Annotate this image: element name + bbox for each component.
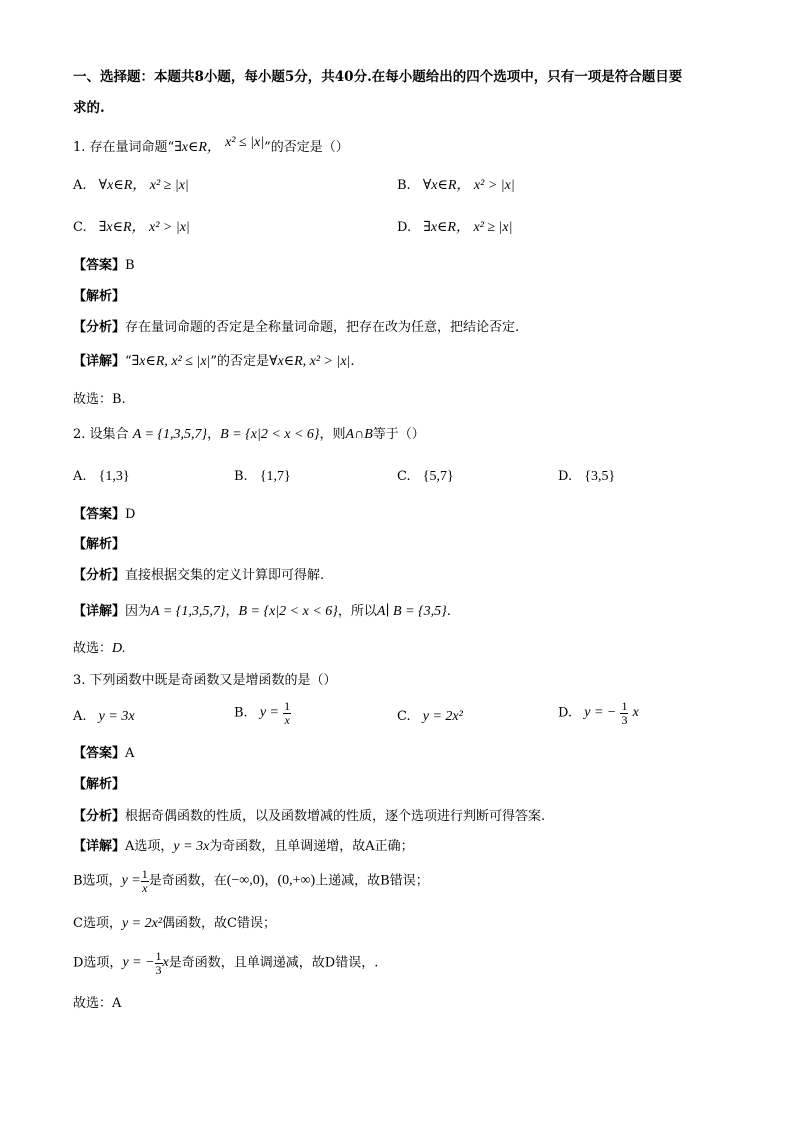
q1-option-d-text: ∃x∈R， x² ≥ |x| [423, 220, 513, 235]
q3-option-a [73, 710, 135, 724]
q2-stem-prefix: 2. 设集合 [73, 427, 129, 442]
q2-stem-then: ，则 [319, 427, 346, 442]
q3-option-c [397, 710, 463, 724]
q1-option-c-text: ∃x∈R， x² > |x| [98, 220, 190, 235]
q3-option-a-text: y = 3x [98, 709, 135, 724]
question-2-stem [73, 428, 425, 442]
q1-detail-mid: ”的否定是 [210, 354, 270, 369]
q3-option-b [234, 700, 291, 726]
q3-option-d-label: D. [558, 705, 573, 721]
q1-answer [73, 259, 135, 272]
q2-detail-set-b: B = {x|2 < x < 6} [238, 604, 338, 619]
q1-option-b [397, 179, 515, 193]
q3-detail-b-denominator: x [142, 880, 148, 895]
q3-detail-b-text: 上递减，故B错误； [315, 873, 429, 889]
q1-option-a [73, 179, 189, 193]
q2-detail-because: 因为 [125, 604, 152, 619]
q3-option-d-lhs: y = − [584, 705, 617, 721]
q3-option-d-denominator: 3 [621, 712, 628, 727]
q3-option-c-label: C. [397, 709, 411, 724]
q2-option-b-label: B. [234, 469, 248, 484]
q2-option-d [558, 470, 615, 484]
q3-option-b-fraction [283, 700, 291, 726]
q1-answer-tag: 【答案】 [73, 258, 126, 273]
q1-option-a-label: A. [73, 178, 87, 193]
q2-fenxi [73, 569, 324, 582]
q3-detail-d-text: 是奇函数，且单调递减，故D错误，. [168, 955, 379, 971]
q1-option-c [73, 221, 190, 235]
q1-analysis-tag: 【解析】 [73, 289, 126, 304]
q3-detail-d-variable: x [162, 955, 169, 971]
q3-detail-d-numerator: 1 [155, 949, 162, 963]
q2-choice-prefix: 故选： [73, 641, 113, 656]
q2-analysis-tag: 【解析】 [73, 537, 126, 552]
q3-choice: 故选：A [73, 996, 122, 1011]
q3-detail-a [73, 840, 414, 854]
q2-stem-intersection: A∩B [345, 427, 373, 442]
q3-detail-a-math: y = 3x [173, 839, 210, 854]
q3-detail-b-separator: ， [264, 873, 278, 889]
q3-answer-value: A [125, 746, 135, 761]
q3-detail-b-interval-1: (−∞,0) [226, 873, 265, 889]
q3-detail-b-fraction [141, 868, 149, 894]
q1-option-a-text: ∀x∈R， x² ≥ |x| [98, 178, 189, 193]
q2-detail-separator: ， [225, 604, 239, 619]
q1-answer-value: B [125, 258, 135, 273]
q1-option-d [397, 221, 512, 235]
q1-detail-tag: 【详解】 [73, 354, 126, 369]
q3-detail-a-text: 为奇函数，且单调递增，故A正确； [209, 839, 414, 854]
q3-option-d-fraction [620, 700, 628, 726]
q1-stem-math-quantifier: ∃x∈R， [174, 140, 221, 155]
q3-detail-b-lhs: y = [121, 873, 141, 889]
q1-detail-end: . [350, 354, 355, 369]
q2-option-b [234, 470, 291, 484]
q2-detail [73, 605, 451, 619]
q1-detail-math-original: ∃x∈R, x² ≤ |x| [131, 354, 211, 369]
q2-choice-value: D. [112, 641, 126, 656]
q2-stem-suffix: 等于（） [372, 427, 425, 442]
q3-detail-tag: 【详解】 [73, 839, 126, 854]
q2-answer-tag: 【答案】 [73, 507, 126, 522]
q2-fenxi-text: 直接根据交集的定义计算即可得解. [125, 568, 325, 583]
q2-detail-therefore: ，所以 [337, 604, 377, 619]
q3-answer [73, 747, 134, 760]
q3-option-a-label: A. [73, 709, 87, 724]
q1-choice: 故选：B. [73, 392, 126, 407]
q3-detail-d-denominator: 3 [155, 962, 162, 977]
question-1-stem [73, 135, 349, 155]
q3-detail-b-prefix: B选项， [73, 873, 122, 889]
q3-option-d-numerator: 1 [621, 699, 628, 713]
q3-fenxi-text: 根据奇偶函数的性质，以及函数增减的性质，逐个选项进行判断可得答案. [125, 809, 546, 824]
q3-detail-a-prefix: A选项， [125, 839, 174, 854]
section-heading-line2: 求的. [73, 100, 105, 116]
q3-option-b-numerator: 1 [284, 699, 291, 713]
q3-detail-d-prefix: D选项， [73, 955, 123, 971]
q2-detail-result: A∣ B = {3,5} [376, 604, 447, 619]
q3-detail-c-prefix: C选项， [73, 916, 122, 931]
q2-option-c-text: {5,7} [422, 469, 454, 484]
q1-fenxi-text: 存在量词命题的否定是全称量词命题，把存在改为任意，把结论否定. [125, 320, 520, 335]
q3-answer-tag: 【答案】 [73, 746, 126, 761]
q2-option-a [73, 470, 130, 484]
q1-option-d-label: D. [397, 220, 412, 235]
q3-analysis-tag: 【解析】 [73, 777, 126, 792]
q3-detail-b-mid: 是奇函数，在 [148, 873, 227, 889]
q2-option-d-text: {3,5} [584, 469, 616, 484]
section-heading-line1: 一、选择题：本题共8小题，每小题5分，共40分.在每小题给出的四个选项中，只有一项是符合题目要 [73, 69, 683, 85]
q1-option-c-label: C. [73, 220, 87, 235]
q3-detail-d-fraction [155, 950, 163, 976]
q2-option-a-label: A. [73, 469, 87, 484]
q2-option-b-text: {1,7} [259, 469, 291, 484]
q2-stem-set-b: B = {x|2 < x < 6} [220, 427, 320, 442]
q1-stem-suffix: ”的否定是（） [264, 140, 349, 155]
q2-fenxi-tag: 【分析】 [73, 568, 126, 583]
q2-answer [73, 508, 135, 521]
q3-option-b-label: B. [234, 705, 248, 721]
q3-detail-c-math: y = 2x² [121, 916, 163, 931]
q1-option-b-label: B. [397, 178, 411, 193]
q1-fenxi [73, 321, 519, 334]
q2-detail-set-a: A = {1,3,5,7} [151, 604, 226, 619]
q3-fenxi [73, 810, 545, 823]
q3-option-b-denominator: x [284, 712, 290, 727]
q3-fenxi-tag: 【分析】 [73, 809, 126, 824]
q3-detail-b [73, 868, 429, 894]
q2-choice [73, 642, 126, 656]
q1-stem-prefix: 1. 存在量词命题“ [73, 140, 175, 155]
q3-detail-b-numerator: 1 [141, 867, 148, 881]
q3-option-d-variable: x [632, 705, 639, 721]
q2-option-c [397, 470, 454, 484]
q2-stem-set-a: A = {1,3,5,7} [132, 427, 208, 442]
question-3-stem: 3. 下列函数中既是奇函数又是增函数的是（） [73, 673, 337, 688]
q3-detail-c [73, 917, 276, 931]
q2-option-a-text: {1,3} [98, 469, 130, 484]
q3-detail-b-interval-2: (0,+∞) [277, 873, 316, 889]
q2-stem-separator: ， [207, 427, 221, 442]
q1-detail-open-quote: “ [125, 354, 132, 369]
q1-stem-math-inequality: x² ≤ |x| [225, 135, 265, 150]
q3-detail-d-lhs: y = − [122, 955, 155, 971]
q2-option-c-label: C. [397, 469, 411, 484]
q2-option-d-label: D. [558, 469, 573, 484]
q3-option-b-lhs: y = [259, 705, 279, 721]
q2-detail-end: . [446, 604, 451, 619]
q1-option-b-text: ∀x∈R， x² > |x| [422, 178, 515, 193]
q3-detail-d [73, 950, 378, 976]
q3-detail-c-text: 偶函数，故C错误； [162, 916, 276, 931]
q1-detail-math-negation: ∀x∈R, x² > |x| [269, 354, 351, 369]
q1-detail [73, 355, 355, 369]
q1-fenxi-tag: 【分析】 [73, 320, 126, 335]
q3-option-d [558, 700, 639, 726]
q2-detail-tag: 【详解】 [73, 604, 126, 619]
q3-option-c-text: y = 2x² [422, 709, 463, 724]
q2-answer-value: D [125, 507, 136, 522]
